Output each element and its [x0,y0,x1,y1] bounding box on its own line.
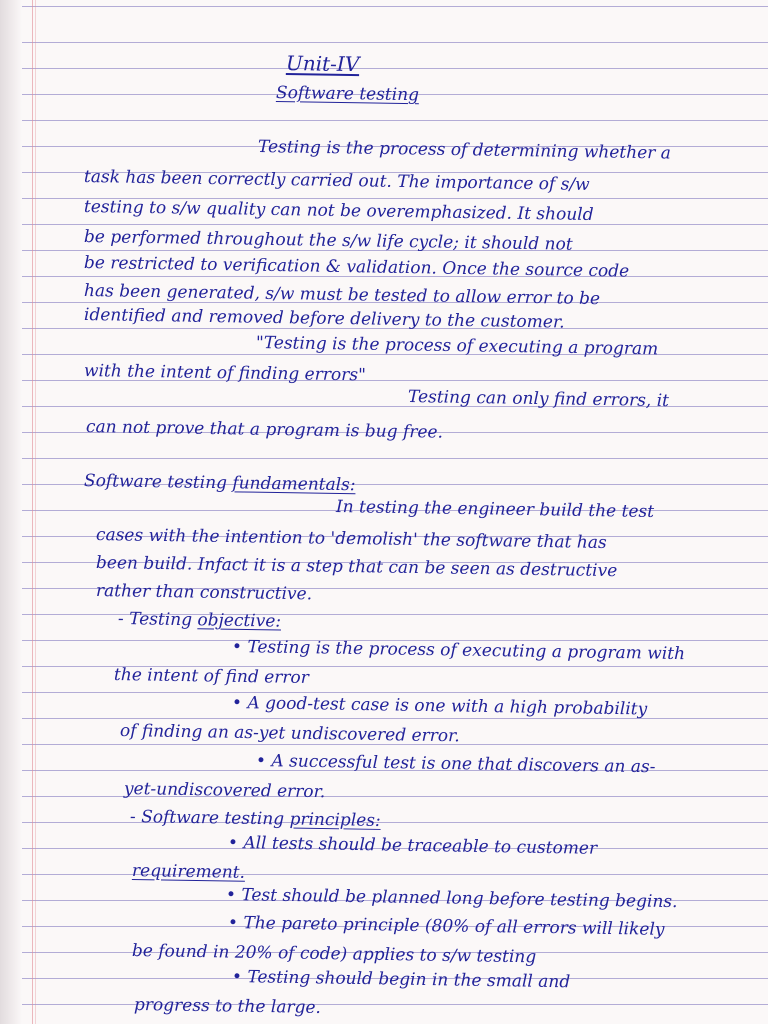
fundamentals-line-4: rather than constructive. [95,581,313,605]
para1-line-5: be restricted to verification & validation. Once the source code [83,253,630,282]
para1-line-6: has been generated, s/w must be tested to allow error to be [83,281,601,310]
margin-line-secondary [35,0,36,1024]
fundamentals-heading [84,470,356,496]
fundamentals-line-3: been build. Infact it is a step that can be seen as destructive [95,553,618,582]
principle-line-2: requirement. [131,861,246,883]
section-title: Software testing [275,83,420,106]
principle-line-6: • Testing should begin in the small and [231,967,571,993]
fundamentals-heading-underlined: fundamentals: [232,473,356,496]
principle-line-7: progress to the large. [133,995,322,1018]
principle-line-1: • All tests should be traceable to customer [227,833,598,859]
objective-heading-prefix: - Testing [117,609,198,631]
page-binding-edge [0,0,22,1024]
para1-line-1: Testing is the process of determining whether a [257,137,672,164]
principle-line-5: be found in 20% of code) applies to s/w testing [131,941,537,968]
objective-line-1: • Testing is the process of executing a program with [231,637,686,665]
note-line-2: can not prove that a program is bug free. [85,417,444,443]
objective-line-4: of finding an as-yet undiscovered error. [119,721,460,747]
quote-line-2: with the intent of finding errors" [83,361,366,386]
principle-line-3: • Test should be planned long before testing begins. [225,885,678,913]
para1-line-4: be performed throughout the s/w life cycle; it should not [83,227,573,255]
fundamentals-heading-prefix: Software testing [83,471,233,494]
objective-heading-underlined: objective: [197,610,282,632]
objective-line-3: • A good-test case is one with a high probability [231,693,648,720]
principles-heading-prefix: - Software testing [129,807,290,830]
fundamentals-line-1: In testing the engineer build the test [335,497,655,522]
margin-line [32,0,33,1024]
fundamentals-line-2: cases with the intention to 'demolish' the software that has [95,525,607,554]
principle-line-4: • The pareto principle (80% of all errors will likely [227,913,665,940]
objective-line-5: • A successful test is one that discovers an as- [255,751,656,778]
para1-line-3: testing to s/w quality can not be overemphasized. It should [83,197,594,226]
principles-heading-underlined: principles: [289,809,381,831]
para1-line-2: task has been correctly carried out. The importance of s/w [83,167,590,195]
principles-heading [130,806,381,832]
objective-heading [118,608,281,633]
para1-line-7: identified and removed before delivery to the customer. [83,305,565,333]
unit-title: Unit-IV [285,51,360,77]
quote-line-1: "Testing is the process of executing a program [255,333,659,360]
note-line-1: Testing can only find errors, it [407,387,670,412]
objective-line-2: the intent of find error [113,665,310,689]
objective-line-6: yet-undiscovered error. [123,779,326,803]
